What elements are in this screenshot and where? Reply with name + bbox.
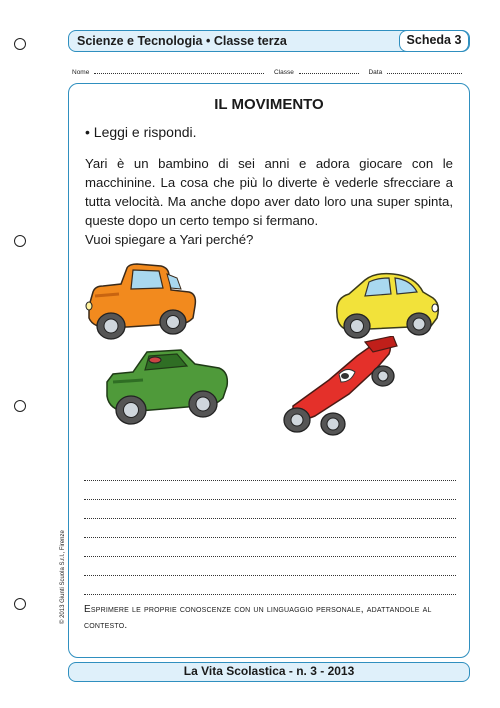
story-text [85, 154, 453, 249]
story-paragraph: Yari è un bambino di sei anni e adora giocare con le macchinine. La cosa che più lo diverte è vederle sfrecciare a tutta velocità. Ma anche dopo aver dato loro una super spinta, queste dopo un certo tempo si fermano. [85, 156, 453, 228]
story-question: Vuoi spiegare a Yari perché? [85, 232, 254, 247]
sheet-number: Scheda 3 [399, 30, 469, 52]
answer-line[interactable] [84, 538, 456, 557]
binder-hole [14, 38, 26, 50]
student-info-row [72, 67, 472, 76]
footer-bar: La Vita Scolastica - n. 3 - 2013 [68, 662, 470, 682]
header-bar [68, 30, 470, 52]
binder-hole [14, 235, 26, 247]
answer-line[interactable] [84, 576, 456, 595]
orange-pickup-car [81, 262, 201, 344]
answer-line[interactable] [84, 481, 456, 500]
answer-line[interactable] [84, 462, 456, 481]
name-label: Nome [72, 69, 90, 76]
binder-hole [14, 598, 26, 610]
answer-area[interactable] [84, 462, 456, 595]
worksheet-box [68, 83, 470, 658]
red-racing-car [275, 336, 405, 436]
worksheet-title: IL MOVIMENTO [214, 96, 324, 113]
answer-line[interactable] [84, 519, 456, 538]
answer-line[interactable] [84, 500, 456, 519]
date-label: Data [368, 69, 383, 76]
name-field[interactable] [94, 67, 264, 74]
learning-objective: Esprimere le proprie conoscenze con un linguaggio personale, adattandole al contesto. [84, 604, 432, 631]
answer-line[interactable] [84, 557, 456, 576]
green-jeep-car [103, 338, 233, 428]
instruction: • Leggi e rispondi. [85, 124, 197, 140]
copyright-notice: © 2013 Giunti Scuola S.r.l., Firenze [60, 530, 66, 624]
binder-hole [14, 400, 26, 412]
class-field[interactable] [299, 67, 359, 74]
class-label: Classe [273, 69, 294, 76]
date-field[interactable] [387, 67, 462, 74]
yellow-beetle-car [331, 268, 443, 346]
subject-label: Scienze e Tecnologia • Classe terza [77, 34, 287, 48]
